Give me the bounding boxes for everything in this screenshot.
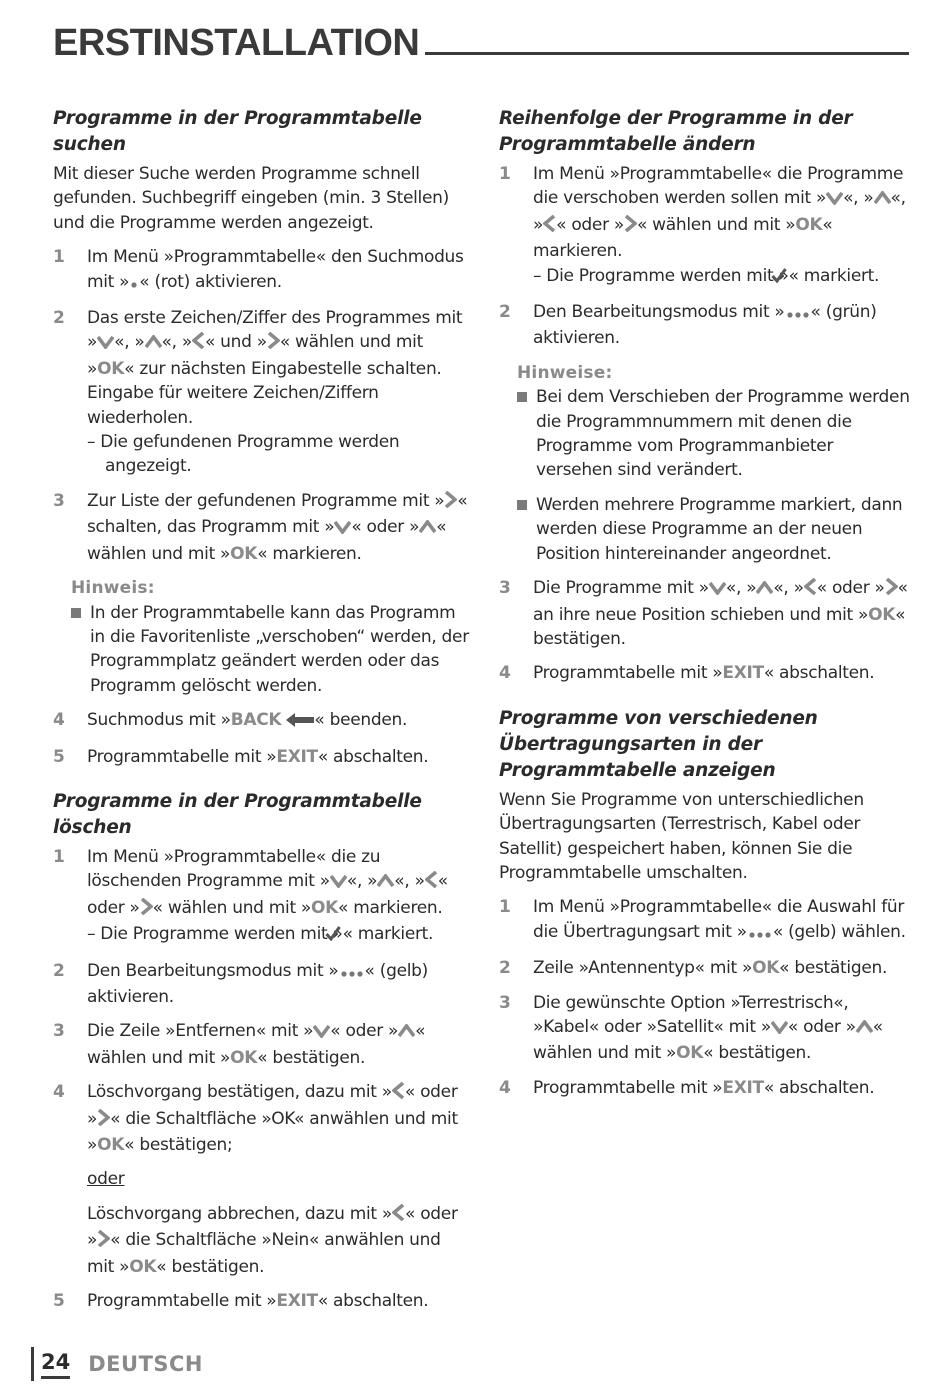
note-bullet: In der Programmtabelle kann das Programm in die Favoritenliste „verschoben“ werden, der Programmplatz geändert werden oder das Programm gelöscht werden.: [71, 601, 471, 699]
step-number: 3: [53, 1021, 65, 1042]
ok-key: OK: [311, 897, 339, 918]
ok-key: OK: [868, 604, 896, 625]
step: [53, 489, 471, 566]
step-number: 4: [499, 663, 511, 684]
step: [53, 1289, 471, 1313]
step-number: 2: [53, 960, 65, 981]
step-text: Zur Liste der gefundenen Programme mit » « schalten, das Programm mit » « oder » « wählen und mit »OK« markieren.: [87, 490, 468, 564]
chevron-down-icon: [334, 517, 351, 541]
step: [53, 745, 471, 769]
step: [53, 959, 471, 1010]
bullet-square-icon: [517, 385, 536, 483]
step-text: Programmtabelle mit »EXIT« abschalten.: [87, 746, 429, 767]
chevron-left-icon: [543, 215, 556, 239]
page-title: ERSTINSTALLATION: [53, 22, 420, 64]
chevron-up-icon: [856, 1017, 873, 1041]
step-number: 2: [53, 308, 65, 329]
step-number: 2: [499, 302, 511, 323]
step-number: 3: [53, 490, 65, 511]
note-heading: Hinweise:: [517, 362, 613, 383]
step-number: 3: [499, 992, 511, 1013]
step: [53, 708, 471, 734]
step-text: Den Bearbeitungsmodus mit » « (gelb) aktivieren.: [87, 960, 428, 1007]
chevron-right-icon: [97, 1109, 110, 1133]
chevron-right-icon: [444, 491, 457, 515]
step-number: 1: [499, 164, 511, 184]
chevron-right-icon: [885, 578, 898, 602]
chevron-right-icon: [267, 332, 280, 356]
step: [499, 991, 911, 1066]
chevron-down-icon: [826, 188, 843, 212]
step-number: 2: [499, 958, 511, 979]
ok-key: OK: [97, 358, 125, 379]
chevron-left-icon: [804, 578, 817, 602]
step-number: 5: [53, 746, 65, 767]
step: [53, 245, 471, 296]
note-bullet: Bei dem Verschieben der Programme werden die Programmnummern mit denen die Programme vom Programmanbieter versehen sind verändert.: [517, 385, 911, 483]
step-text: Den Bearbeitungsmodus mit » « (grün) aktivieren.: [533, 302, 877, 349]
section-delete: [53, 789, 471, 1314]
chevron-right-icon: [624, 215, 637, 239]
ok-key: OK: [230, 543, 258, 564]
chevron-down-icon: [313, 1021, 330, 1045]
section-title: Reihenfolge der Programme in der Programmtabelle ändern: [499, 108, 853, 155]
page-number: 24: [41, 1349, 70, 1379]
ok-key: OK: [129, 1256, 157, 1277]
chevron-down-icon: [97, 332, 114, 356]
section-title: Programme in der Programmtabelle löschen: [53, 790, 422, 838]
chevron-down-icon: [330, 871, 347, 895]
color-dots-icon: [339, 961, 365, 985]
step: [53, 1019, 471, 1070]
step-text: Die gewünschte Option »Terrestrisch«, »Kabel« oder »Satellit« mit » « oder » « wählen und mit »OK« bestätigen.: [533, 992, 883, 1064]
step-number: 1: [53, 247, 65, 268]
or-text: oder: [87, 1169, 125, 1190]
section-order: [499, 106, 911, 686]
exit-key: EXIT: [276, 1291, 318, 1312]
step-text: Zeile »Antennentyp« mit »OK« bestätigen.: [533, 958, 888, 979]
chevron-up-icon: [145, 332, 162, 356]
section-intro: Mit dieser Suche werden Programme schnell gefunden. Suchbegriff eingeben (min. 3 Stellen) und die Programme werden angezeigt.: [53, 164, 449, 233]
step-text: Im Menü »Programmtabelle« den Suchmodus mit » « (rot) aktivieren.: [87, 245, 471, 296]
chevron-left-icon: [192, 332, 205, 356]
step: [499, 162, 911, 290]
exit-key: EXIT: [722, 663, 764, 684]
exit-key: EXIT: [722, 1077, 764, 1098]
step-text: Das erste Zeichen/Ziffer des Programmes mit » «, » «, » « und » « wählen und mit »OK« zur nächsten Eingabestelle schalten. Eingabe für weitere Zeichen/Ziffern wiederholen. – Die gefundenen Programme werden angezeigt.: [87, 308, 463, 477]
chevron-up-icon: [377, 871, 394, 895]
bullet-square-icon: [517, 493, 536, 566]
chevron-down-icon: [771, 1017, 788, 1041]
section-search: [53, 106, 471, 769]
ok-key: OK: [752, 958, 780, 979]
step-number: 1: [53, 846, 65, 867]
ok-key: OK: [676, 1043, 704, 1064]
ok-key: OK: [230, 1047, 258, 1068]
ok-key: OK: [97, 1135, 125, 1155]
chevron-left-icon: [392, 1082, 405, 1106]
section-types: [499, 706, 911, 1100]
step: [499, 895, 911, 946]
ok-key: OK: [795, 214, 823, 235]
step-text: Die Zeile »Entfernen« mit » « oder » « wählen und mit »OK« bestätigen.: [87, 1021, 426, 1068]
note-bullet: Werden mehrere Programme markiert, dann werden diese Programme an der neuen Position hintereinander angeordnet.: [517, 493, 911, 566]
step-text: Löschvorgang bestätigen, dazu mit » « oder » « die Schaltfläche »OK« anwählen und mit »OK« bestätigen; oder Löschvorgang abbrechen, dazu mit » « oder » « die Schaltfläche »Nein« anwählen und mit »OK« bestätigen.: [87, 1080, 471, 1279]
chevron-right-icon: [140, 898, 153, 922]
step-number: 4: [53, 710, 65, 731]
chevron-left-icon: [392, 1204, 405, 1228]
note-heading: Hinweis:: [71, 578, 155, 599]
step-text: Im Menü »Programmtabelle« die zu löschenden Programme mit » «, » «, » « oder » « wählen und mit »OK« markieren. – Die Programme werden mit »« markiert.: [87, 846, 448, 945]
section-title: Programme von verschiedenen Übertragungsarten in der Programmtabelle anzeigen: [499, 707, 818, 781]
exit-key: EXIT: [276, 746, 318, 767]
step-number: 3: [499, 578, 511, 599]
right-column: [499, 106, 911, 1120]
color-dots-icon: [129, 272, 139, 296]
color-dots-icon: [747, 922, 773, 946]
step-text: Programmtabelle mit »EXIT« abschalten.: [87, 1291, 429, 1312]
chevron-up-icon: [874, 188, 891, 212]
step-text: Im Menü »Programmtabelle« die Auswahl für die Übertragungsart mit » « (gelb) wählen.: [533, 895, 911, 946]
color-dots-icon: [785, 302, 811, 326]
title-rule: [425, 52, 909, 55]
step: [499, 1076, 911, 1100]
chevron-up-icon: [398, 1021, 415, 1045]
chevron-right-icon: [97, 1230, 110, 1254]
section-title: Programme in der Programmtabelle suchen: [53, 108, 422, 155]
page-header: [53, 22, 909, 62]
footer-bar: [31, 1347, 34, 1381]
back-key: BACK: [230, 710, 282, 731]
step-text: Programmtabelle mit »EXIT« abschalten.: [533, 663, 875, 684]
back-arrow-icon: [286, 710, 314, 734]
left-column: [53, 106, 471, 1333]
chevron-up-icon: [756, 578, 773, 602]
step-text: Im Menü »Programmtabelle« die Programme die verschoben werden sollen mit » «, » «, » « oder » « wählen und mit »OK« markieren. – Die Programme werden mit »« markiert.: [533, 164, 906, 286]
step: [499, 661, 911, 685]
step: [53, 306, 471, 479]
step-number: 5: [53, 1291, 65, 1312]
note: [517, 361, 911, 566]
step-number: 4: [499, 1077, 511, 1098]
step-text: Programmtabelle mit »EXIT« abschalten.: [533, 1077, 875, 1098]
step: [499, 576, 911, 651]
step: [53, 845, 471, 949]
footer-language: DEUTSCH: [88, 1352, 203, 1376]
step-number: 4: [53, 1082, 65, 1103]
chevron-up-icon: [419, 517, 436, 541]
step: [499, 300, 911, 351]
note: [71, 576, 471, 698]
step: [499, 956, 911, 980]
bullet-square-icon: [71, 601, 90, 699]
chevron-down-icon: [709, 578, 726, 602]
step: [53, 1080, 471, 1279]
page-footer: [31, 1346, 203, 1382]
step-text: Die Programme mit » «, » «, » « oder » « an ihre neue Position schieben und mit »OK« bestätigen.: [533, 578, 908, 649]
chevron-left-icon: [425, 871, 438, 895]
step-text: Suchmodus mit »BACK « beenden.: [87, 708, 471, 734]
section-intro: Wenn Sie Programme von unterschiedlichen Übertragungsarten (Terrestrisch, Kabel oder Satellit) gespeichert haben, können Sie die Programmtabelle umschalten.: [499, 789, 864, 883]
step-number: 1: [499, 897, 511, 918]
